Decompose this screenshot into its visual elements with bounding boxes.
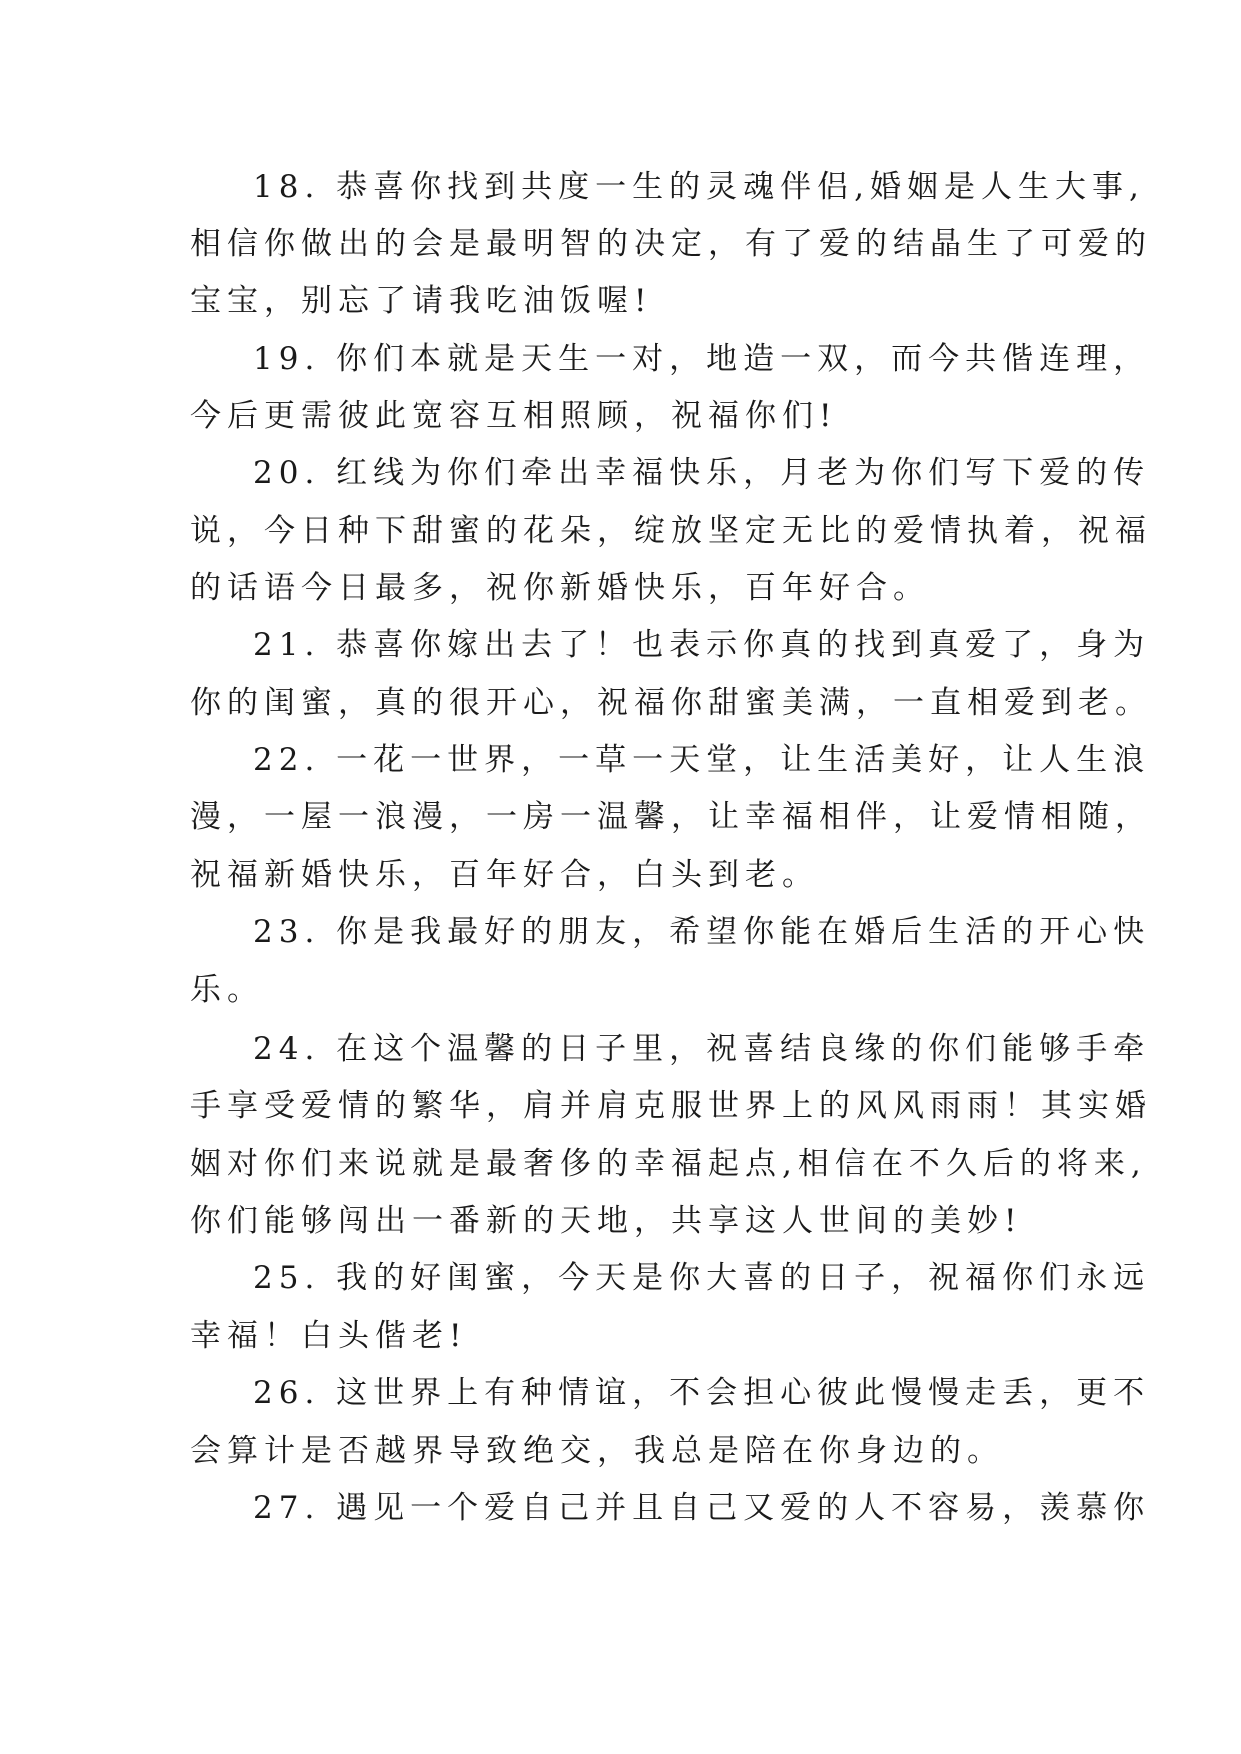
- text-line-17: 手享受爱情的繁华，肩并肩克服世界上的风风雨雨！其实婚: [190, 1088, 1152, 1124]
- text-line-3: 宝宝，别忘了请我吃油饭喔!: [190, 283, 653, 319]
- text-line-21: 幸福！白头偕老!: [190, 1318, 468, 1354]
- text-line-7: 说，今日种下甜蜜的花朵，绽放坚定无比的爱情执着，祝福: [190, 513, 1152, 549]
- text-line-10: 你的闺蜜，真的很开心，祝福你甜蜜美满，一直相爱到老。: [190, 685, 1152, 721]
- text-line-23: 会算计是否越界导致绝交，我总是陪在你身边的。: [190, 1433, 1004, 1469]
- text-line-16: 24. 在这个温馨的日子里，祝喜结良缘的你们能够手牵: [253, 1031, 1151, 1067]
- text-line-12: 漫，一屋一浪漫，一房一温馨，让幸福相伴，让爱情相随，: [190, 799, 1152, 835]
- text-line-5: 今后更需彼此宽容互相照顾，祝福你们!: [190, 398, 838, 434]
- text-line-22: 26. 这世界上有种情谊，不会担心彼此慢慢走丢，更不: [253, 1375, 1151, 1411]
- text-line-8: 的话语今日最多，祝你新婚快乐，百年好合。: [190, 570, 930, 606]
- text-line-11: 22. 一花一世界，一草一天堂，让生活美好，让人生浪: [253, 742, 1151, 778]
- text-line-20: 25. 我的好闺蜜，今天是你大喜的日子，祝福你们永远: [253, 1260, 1151, 1296]
- text-line-6: 20. 红线为你们牵出幸福快乐，月老为你们写下爱的传: [253, 455, 1151, 491]
- text-line-19: 你们能够闯出一番新的天地，共享这人世间的美妙!: [190, 1203, 1023, 1239]
- text-line-2: 相信你做出的会是最明智的决定，有了爱的结晶生了可爱的: [190, 226, 1152, 262]
- text-line-4: 19. 你们本就是天生一对，地造一双，而今共偕连理，: [253, 341, 1151, 377]
- text-line-18: 姻对你们来说就是最奢侈的幸福起点,相信在不久后的将来,: [190, 1146, 1147, 1182]
- text-line-13: 祝福新婚快乐，百年好合，白头到老。: [190, 857, 819, 893]
- text-line-9: 21. 恭喜你嫁出去了！也表示你真的找到真爱了，身为: [253, 627, 1151, 663]
- text-line-1: 18. 恭喜你找到共度一生的灵魂伴侣,婚姻是人生大事,: [253, 169, 1145, 205]
- text-line-15: 乐。: [190, 972, 264, 1008]
- text-line-14: 23. 你是我最好的朋友，希望你能在婚后生活的开心快: [253, 914, 1151, 950]
- text-line-24: 27. 遇见一个爱自己并且自己又爱的人不容易，羡慕你: [253, 1490, 1151, 1526]
